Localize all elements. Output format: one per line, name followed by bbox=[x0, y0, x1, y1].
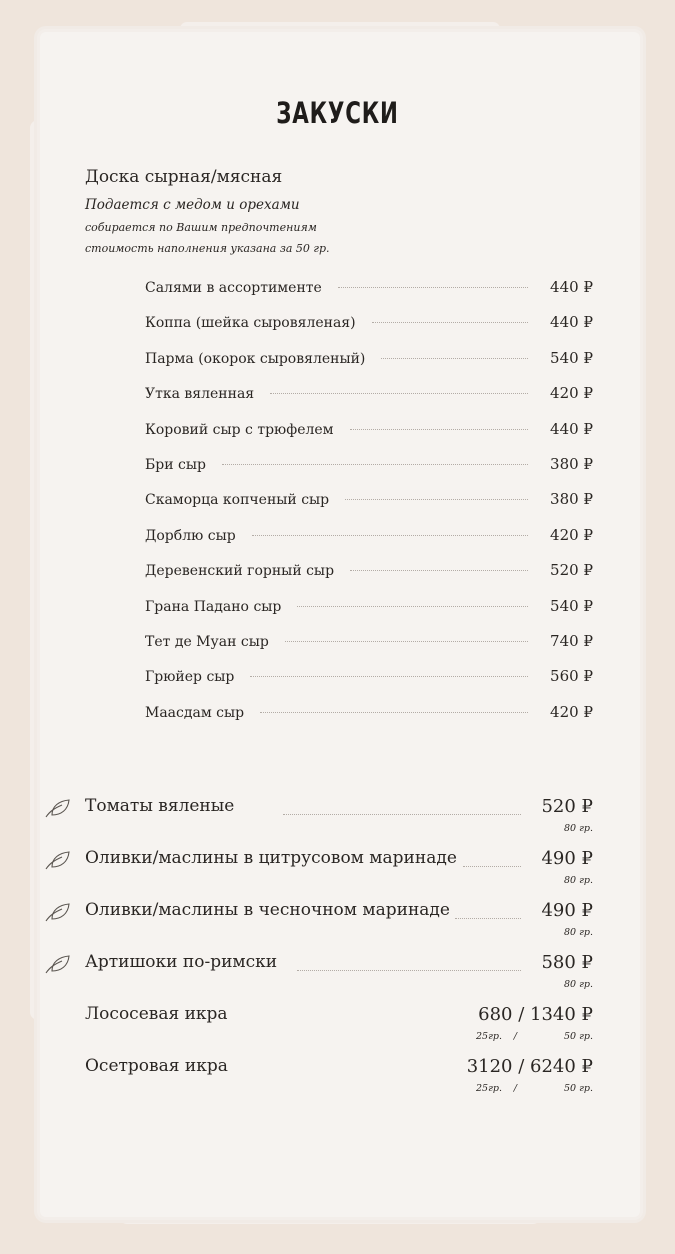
board-item bbox=[145, 278, 593, 313]
menu-item-list bbox=[40, 793, 593, 1105]
item-weight: 80 гр. bbox=[563, 823, 593, 834]
leaf-icon bbox=[43, 797, 71, 819]
item-name: Грюйер сыр bbox=[145, 669, 235, 686]
item-name: Парма (окорок сыровяленый) bbox=[145, 350, 366, 367]
board-note: собирается по Вашим предпочтениям bbox=[85, 221, 317, 234]
leaf-icon bbox=[43, 901, 71, 923]
dot-leader bbox=[345, 499, 528, 500]
dot-leader bbox=[463, 866, 521, 867]
dot-leader bbox=[372, 322, 528, 323]
board-item bbox=[145, 384, 593, 419]
item-name: Оливки/маслины в цитрусовом маринаде bbox=[85, 848, 457, 868]
item-weight: 50 гр. bbox=[563, 1031, 593, 1042]
item-price: 540 ₽ bbox=[550, 596, 593, 615]
item-name: Утка вяленная bbox=[145, 386, 255, 403]
board-name: Доска сырная/мясная bbox=[85, 167, 283, 187]
board-item bbox=[145, 667, 593, 702]
item-name: Оливки/маслины в чесночном маринаде bbox=[85, 900, 450, 920]
dot-leader bbox=[252, 535, 528, 536]
item-name: Дорблю сыр bbox=[145, 527, 236, 544]
item-name: Скаморца копченый сыр bbox=[145, 492, 330, 509]
item-weight-small: 25гр. bbox=[476, 1031, 502, 1042]
item-price: 3120 / 6240 ₽ bbox=[466, 1056, 593, 1077]
board-item bbox=[145, 597, 593, 632]
item-name: Маасдам сыр bbox=[145, 704, 245, 721]
menu-item bbox=[40, 845, 593, 897]
board-item bbox=[145, 561, 593, 596]
dot-leader bbox=[283, 814, 521, 815]
leaf-icon bbox=[43, 849, 71, 871]
item-price: 380 ₽ bbox=[550, 490, 593, 509]
item-price: 680 / 1340 ₽ bbox=[478, 1004, 593, 1025]
item-name: Осетровая икра bbox=[85, 1056, 228, 1076]
item-weight: 80 гр. bbox=[563, 979, 593, 990]
item-price: 440 ₽ bbox=[550, 419, 593, 438]
item-price: 520 ₽ bbox=[550, 561, 593, 580]
board-subtitle: Подается с медом и орехами bbox=[85, 197, 300, 213]
dot-leader bbox=[270, 393, 528, 394]
section-title: ЗАКУСКИ bbox=[276, 96, 399, 130]
menu-item bbox=[40, 793, 593, 845]
item-price: 440 ₽ bbox=[550, 313, 593, 332]
dot-leader bbox=[297, 970, 521, 971]
dot-leader bbox=[350, 429, 529, 430]
dot-leader bbox=[297, 606, 528, 607]
weight-separator: / bbox=[513, 1031, 517, 1042]
item-name: Деревенский горный сыр bbox=[145, 563, 335, 580]
menu-item bbox=[40, 1001, 593, 1053]
board-item-list bbox=[145, 278, 593, 738]
board-item bbox=[145, 420, 593, 455]
item-weight: 80 гр. bbox=[563, 875, 593, 886]
dot-leader bbox=[250, 676, 528, 677]
item-name: Коппа (шейка сыровяленая) bbox=[145, 315, 356, 332]
dot-leader bbox=[285, 641, 528, 642]
board-item bbox=[145, 455, 593, 490]
board-item bbox=[145, 490, 593, 525]
menu-item bbox=[40, 1053, 593, 1105]
item-price: 740 ₽ bbox=[550, 631, 593, 650]
item-name: Бри сыр bbox=[145, 456, 206, 473]
item-price: 540 ₽ bbox=[550, 348, 593, 367]
item-price: 420 ₽ bbox=[550, 384, 593, 403]
board-item bbox=[145, 526, 593, 561]
item-price: 580 ₽ bbox=[541, 952, 593, 973]
board-item bbox=[145, 632, 593, 667]
item-name: Артишоки по-римски bbox=[85, 952, 278, 972]
board-item bbox=[145, 349, 593, 384]
dot-leader bbox=[222, 464, 528, 465]
item-name: Салями в ассортименте bbox=[145, 280, 322, 296]
board-item bbox=[145, 313, 593, 348]
item-price: 420 ₽ bbox=[550, 525, 593, 544]
item-price: 490 ₽ bbox=[541, 900, 593, 921]
item-weight: 50 гр. bbox=[563, 1083, 593, 1094]
leaf-icon bbox=[43, 953, 71, 975]
item-price: 490 ₽ bbox=[541, 848, 593, 869]
dot-leader bbox=[260, 712, 528, 713]
dot-leader bbox=[350, 570, 528, 571]
dot-leader bbox=[381, 358, 528, 359]
item-name: Грана Падано сыр bbox=[145, 598, 282, 615]
menu-item bbox=[40, 949, 593, 1001]
board-item bbox=[145, 703, 593, 738]
item-name: Тет де Муан сыр bbox=[145, 633, 269, 650]
dot-leader bbox=[338, 287, 528, 288]
menu-item bbox=[40, 897, 593, 949]
item-name: Коровий сыр с трюфелем bbox=[145, 421, 334, 438]
board-note: стоимость наполнения указана за 50 гр. bbox=[85, 242, 330, 255]
item-name: Томаты вяленые bbox=[85, 796, 235, 816]
item-price: 380 ₽ bbox=[550, 454, 593, 473]
item-name: Лососевая икра bbox=[85, 1004, 228, 1024]
item-price: 420 ₽ bbox=[550, 702, 593, 721]
weight-separator: / bbox=[513, 1083, 517, 1094]
item-weight: 80 гр. bbox=[563, 927, 593, 938]
dot-leader bbox=[455, 918, 521, 919]
item-price: 560 ₽ bbox=[550, 667, 593, 686]
item-price: 520 ₽ bbox=[541, 796, 593, 817]
item-weight-small: 25гр. bbox=[476, 1083, 502, 1094]
item-price: 440 ₽ bbox=[550, 278, 593, 296]
